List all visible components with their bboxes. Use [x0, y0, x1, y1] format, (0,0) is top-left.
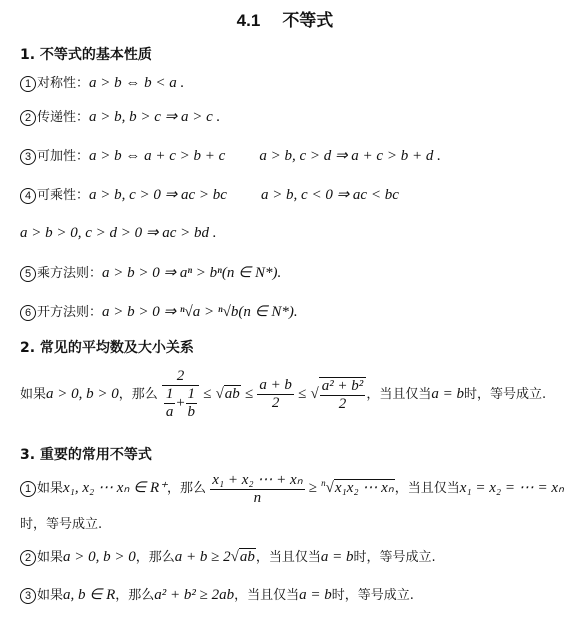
section-heading-3: 3. 重要的常用不等式	[20, 447, 152, 463]
formula: a > b > 0 ⇒ aⁿ > bⁿ(n ∈ N*).	[102, 265, 282, 281]
arithmetic-mean: $\frac{a + b}{2}$	[259, 377, 292, 411]
property-product	[20, 223, 217, 242]
circled-number: 1	[20, 76, 36, 92]
geometric-mean: √ab	[215, 386, 240, 402]
square-inequality: 3 如果a, b ∈ R，那么a² + b² ≥ 2ab，当且仅当a = b时，等号成立.	[20, 584, 414, 604]
am-gm-two: 2 如果a > 0, b > 0，那么a + b ≥ 2√ab，当且仅当a = b时，等号成立.	[20, 546, 436, 566]
formula: a > b ⇔ b < a .	[89, 75, 185, 91]
property-multiplicativity: 4 可乘性：a > b, c > 0 ⇒ ac > bc a > b, c < 0 ⇒ ac < bc	[20, 184, 399, 204]
formula: a > b > 0, c > d > 0 ⇒ ac > bd .	[20, 225, 217, 241]
formula-2: a > b, c < 0 ⇒ ac < bc	[260, 187, 399, 203]
page-title	[0, 6, 570, 31]
formula: a > b > 0 ⇒ ⁿ√a > ⁿ√b(n ∈ N*).	[102, 304, 298, 320]
formula: a > b, b > c ⇒ a > c .	[89, 109, 221, 125]
am-gm-general-tail: 时，等号成立.	[20, 517, 103, 532]
property-power: 5 乘方法则：a > b > 0 ⇒ aⁿ > bⁿ(n ∈ N*).	[20, 262, 281, 282]
formula: a > b ⇔ a + c > b + c	[89, 148, 226, 164]
title-number: 4.1	[236, 11, 261, 30]
circled-number: 3	[20, 588, 36, 604]
circled-number: 5	[20, 266, 36, 282]
am-gm-general: 1 如果x₁, x₂ ⋯ xₙ ∈ R⁺，那么 $\frac{\text{x₁ + x₂ ⋯ + xₙ}}{n}$ ≥ $^n$√x₁x₂ ⋯ xₙ，当且仅当x₁ = x₂ = ⋯ = xₙ	[20, 470, 564, 507]
title-text: 不等式	[282, 11, 334, 31]
circled-number: 3	[20, 149, 36, 165]
circled-number: 2	[20, 550, 36, 566]
property-root: 6 开方法则：a > b > 0 ⇒ ⁿ√a > ⁿ√b(n ∈ N*).	[20, 301, 298, 321]
formula-2: a > b, c > d ⇒ a + c > b + d .	[259, 148, 441, 164]
section-heading-2: 2. 常见的平均数及大小关系	[20, 340, 194, 356]
section-heading-1: 1. 不等式的基本性质	[20, 47, 152, 63]
harmonic-mean: 2 $\frac{1}{a}$ + $\frac{1}{b}$	[162, 368, 199, 421]
formula: a > b, c > 0 ⇒ ac > bc	[89, 187, 227, 203]
property-symmetry: 1 对称性：a > b ⇔ b < a .	[20, 72, 184, 92]
circled-number: 4	[20, 188, 36, 204]
mean-inequality: 如果a > 0, b > 0，那么 2 $\frac{1}{a}$ + $\frac{1}{b}$ ≤ √ab ≤ $\frac{a + b}{2}$ ≤ √ $\frac{\text{a² + b²}}{2}$ ，当且仅当a = b时，等号成立.	[20, 368, 547, 420]
quadratic-mean: √ $\frac{\text{a² + b²}}{2}$	[310, 386, 366, 402]
circled-number: 1	[20, 481, 36, 497]
property-transitivity: 2 传递性：a > b, b > c ⇒ a > c .	[20, 106, 220, 126]
circled-number: 6	[20, 305, 36, 321]
property-additivity: 3 可加性：a > b ⇔ a + c > b + c a > b, c > d ⇒ a + c > b + d .	[20, 145, 441, 165]
circled-number: 2	[20, 110, 36, 126]
